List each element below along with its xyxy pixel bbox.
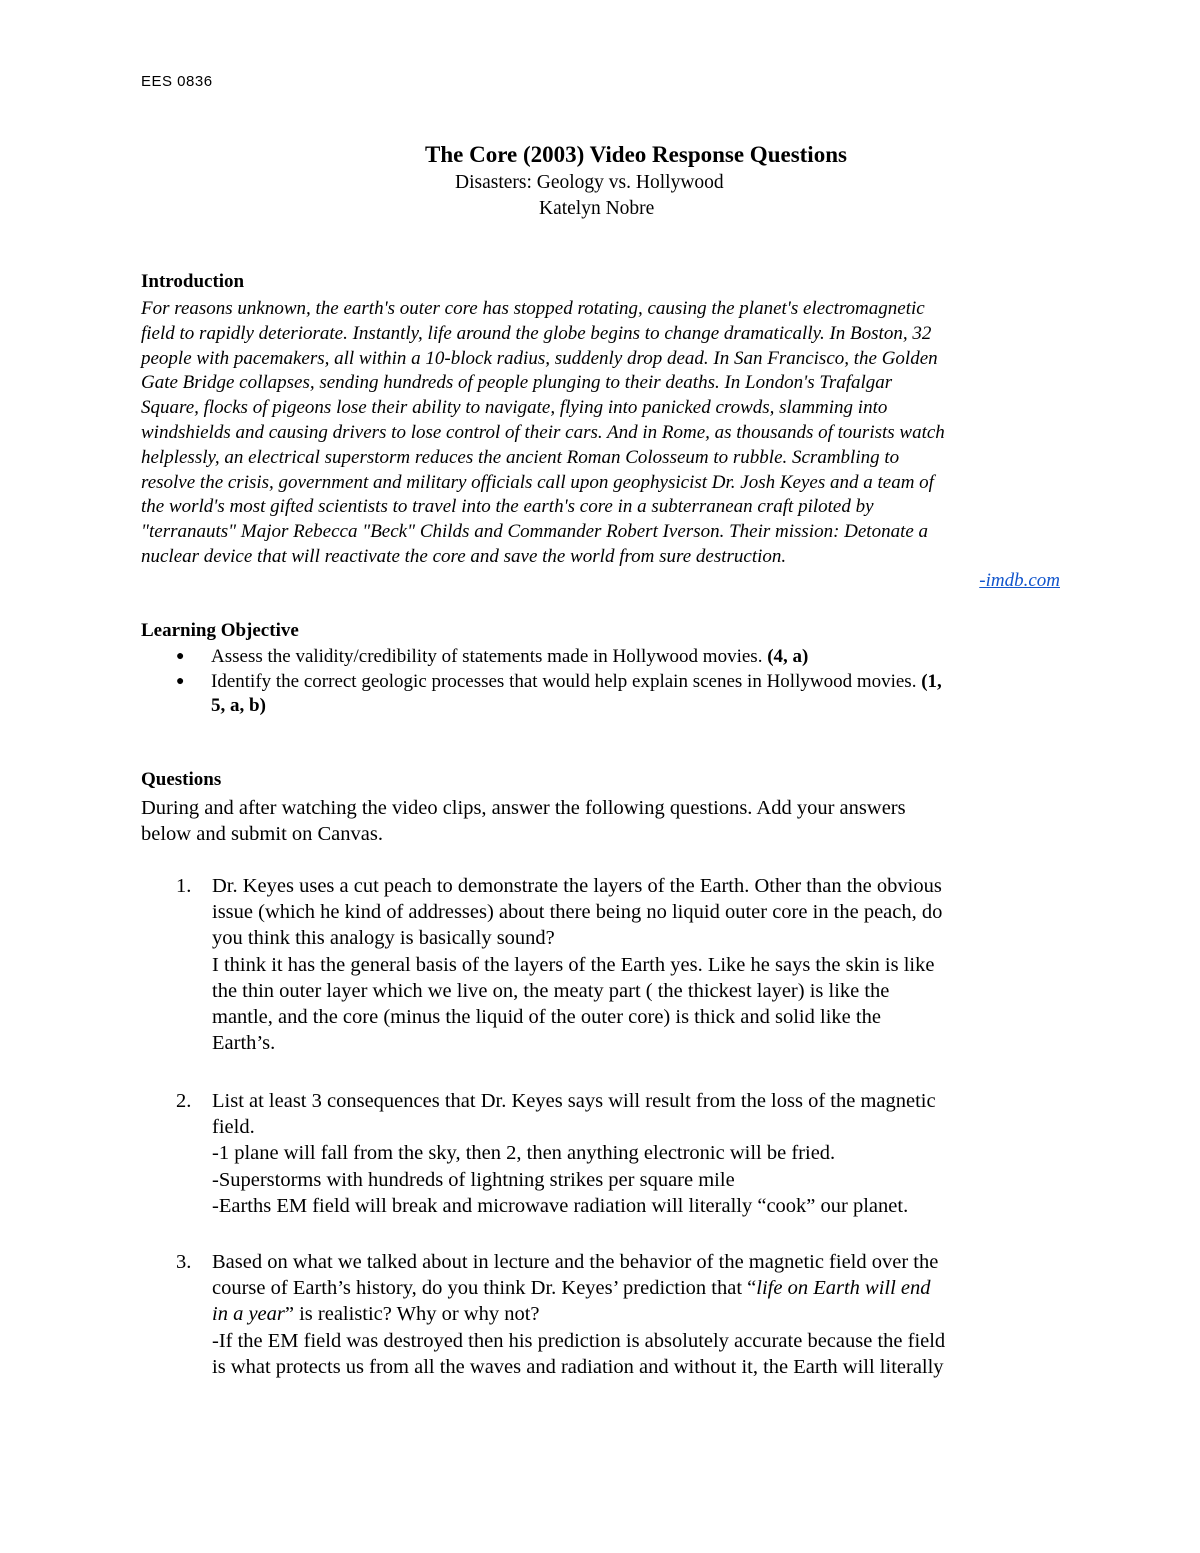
introduction-text [141,297,1061,570]
question-number: 3. [176,1251,192,1273]
objective-text: Assess the validity/credibility of statements made in Hollywood movies. [211,646,763,667]
questions-instructions [141,796,1081,847]
bullet-icon: ● [176,673,185,689]
objective-codes: (4, a) [767,646,809,667]
quoted-prediction: life on Earth will end [756,1277,931,1300]
answer-line: -Earths EM field will break and microwave radiation will literally “cook” our planet. [212,1194,909,1217]
answer-line: I think it has the general basis of the layers of the Earth yes. Like he says the skin is like [212,953,935,976]
intro-line: resolve the crisis, government and military officials call upon geophysicist Dr. Josh Keyes and a team of [141,471,934,493]
subtitle: Disasters: Geology vs. Hollywood [455,172,724,193]
answer-line: -Superstorms with hundreds of lightning strikes per square mile [212,1168,735,1191]
question-2 [176,1088,1076,1219]
intro-line: people with pacemakers, all within a 10-block radius, suddenly drop dead. In San Francisco, the Golden [141,347,938,369]
list-item [141,645,1091,670]
author-name: Katelyn Nobre [539,198,655,219]
objective-codes: (1, [921,670,942,692]
intro-line: field to rapidly deteriorate. Instantly, life around the globe begins to change dramatically. In Boston, 32 [141,322,932,344]
intro-line: For reasons unknown, the earth's outer core has stopped rotating, causing the planet's electromagnetic [141,298,925,319]
instruction-line: below and submit on Canvas. [141,822,383,845]
question-1 [176,873,1076,1056]
bullet-icon: ● [176,649,185,664]
intro-line: Square, flocks of pigeons lose their ability to navigate, flying into panicked crowds, slamming into [141,397,888,419]
intro-line: Gate Bridge collapses, sending hundreds of people plunging to their deaths. In London's Trafalgar [141,372,893,394]
page-title: The Core (2003) Video Response Questions [425,142,847,167]
answer-line: -1 plane will fall from the sky, then 2, then anything electronic will be fried. [212,1142,836,1165]
question-text: ” is realistic? Why or why not? [284,1303,540,1326]
intro-line: windshields and causing drivers to lose control of their cars. And in Rome, as thousands of tourists watch [141,421,945,443]
question-line: List at least 3 consequences that Dr. Keyes says will result from the loss of the magnetic [212,1090,936,1112]
quoted-prediction-continued: in a year [212,1303,285,1326]
question-line: Based on what we talked about in lecture and the behavior of the magnetic field over the [212,1251,939,1273]
question-line: you think this analogy is basically sound? [212,927,555,950]
question-line: Dr. Keyes uses a cut peach to demonstrate the layers of the Earth. Other than the obvious [212,875,942,897]
questions-heading: Questions [141,769,222,790]
question-number: 2. [176,1090,192,1112]
answer-line: the thin outer layer which we live on, the meaty part ( the thickest layer) is like the [212,979,890,1002]
intro-line: helplessly, an electrical superstorm reduces the ancient Roman Colosseum to rubble. Scrambling to [141,446,900,468]
answer-line: -If the EM field was destroyed then his prediction is absolutely accurate because the field [212,1329,946,1352]
intro-line: nuclear device that will reactivate the core and save the world from sure destruction. [141,545,787,567]
intro-line: the world's most gifted scientists to travel into the earth's core in a subterranean craft piloted by [141,496,874,518]
objective-text: Identify the correct geologic processes that would help explain scenes in Hollywood movies. [211,670,917,692]
answer-line: Earth’s. [212,1032,276,1055]
objective-codes-continued: 5, a, b) [211,695,266,716]
question-line [212,1301,1076,1327]
question-line: field. [212,1116,255,1139]
learning-objective-list [141,645,1091,719]
question-text: course of Earth’s history, do you think Dr. Keyes’ prediction that “ [212,1277,757,1300]
introduction-heading: Introduction [141,271,245,292]
question-number: 1. [176,875,192,897]
answer-line: is what protects us from all the waves and radiation and without it, the Earth will literally [212,1355,944,1378]
question-line: issue (which he kind of addresses) about there being no liquid outer core in the peach, do [212,901,943,924]
learning-objective-heading: Learning Objective [141,620,299,641]
question-3 [176,1249,1076,1380]
list-item [141,670,1091,719]
imdb-source-link[interactable]: -imdb.com [979,570,1060,591]
instruction-line: During and after watching the video clips, answer the following questions. Add your answers [141,797,906,819]
question-line [212,1275,1076,1301]
answer-line: mantle, and the core (minus the liquid of the outer core) is thick and solid like the [212,1006,881,1029]
course-code: EES 0836 [141,73,213,90]
intro-line: "terranauts" Major Rebecca "Beck" Childs and Commander Robert Iverson. Their mission: Detonate a [141,521,929,543]
